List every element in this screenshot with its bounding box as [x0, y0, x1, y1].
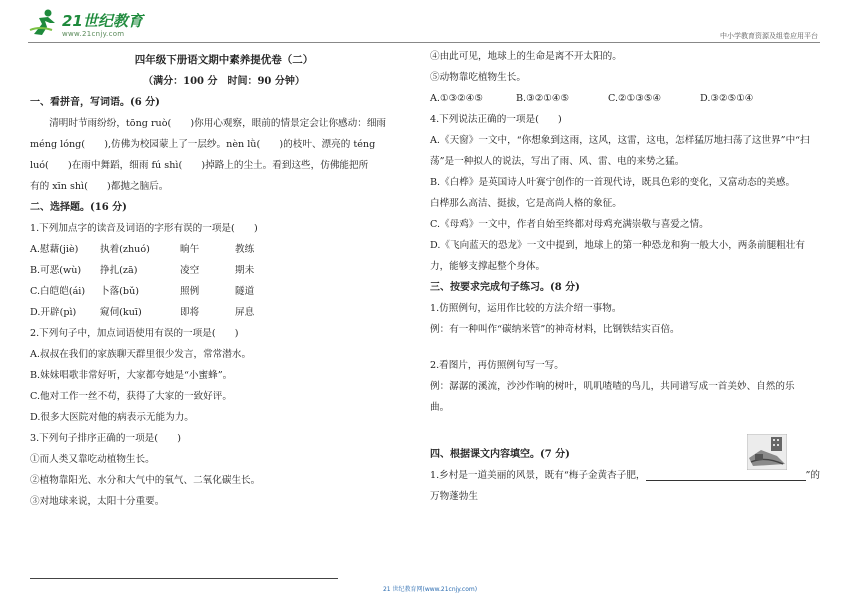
logo-url: www.21cnjy.com — [62, 30, 125, 38]
s3-example-2: 例：潺潺的溪流，沙沙作响的树叶，叽叽喳喳的鸟儿，共同谱写成一首美妙、自然的乐 — [430, 381, 795, 392]
s3-question-1: 1.仿照例句，运用作比较的方法介绍一事物。 — [430, 303, 622, 314]
runner-logo-icon — [28, 8, 62, 38]
section-4-title: 四、根据课文内容填空。(7 分) — [430, 449, 570, 460]
section-2-title: 二、选择题。(16 分) — [30, 202, 127, 213]
option-item: 屏息 — [235, 307, 255, 318]
s1-line: 有的 xīn shì( )都抛之脑后。 — [30, 181, 169, 192]
q4-option-line: D.《飞向蓝天的恐龙》一文中提到，地球上的第一种恐龙和狗一般大小，两条前腿粗壮有 — [430, 240, 805, 251]
option-item: D.开辟(pì) — [30, 307, 77, 318]
q3-item: ②植物靠阳光、水分和大气中的氧气、二氧化碳生长。 — [30, 475, 261, 486]
q3-item: ④由此可见，地球上的生命是离不开太阳的。 — [430, 51, 622, 62]
q1-option-d — [30, 302, 418, 323]
q3-item: ①而人类又靠吃动植物生长。 — [30, 454, 155, 465]
s3-question-2: 2.看图片，再仿照例句写一写。 — [430, 360, 564, 371]
option-item: B.③②①④⑤ — [516, 93, 570, 104]
option-item: 期未 — [235, 265, 255, 276]
option-item: 晌午 — [180, 244, 200, 255]
option-item: C.②①③⑤④ — [608, 93, 662, 104]
q3-item: ③对地球来说，太阳十分重要。 — [30, 496, 165, 507]
question-4: 4.下列说法正确的一项是( ) — [430, 114, 562, 125]
q4-option-line: A.《天窗》一文中，“你想象到这雨，这风，这雷，这电，怎样猛厉地扫荡了这世界”中“扫 — [430, 135, 810, 146]
s1-line: 清明时节雨纷纷，tōng ruò( )你用心观察，眼前的情景定会让你感动：细雨 — [49, 118, 387, 129]
q2-option: B.妹妹唱歌非常好听，大家都夸她是“小蜜蜂”。 — [30, 370, 233, 381]
exam-subtitle: （满分：100 分 时间：90 分钟） — [143, 76, 305, 87]
q4-option-line: 荡”是一种拟人的说法，写出了雨、风、雷、电的来势之猛。 — [430, 156, 685, 167]
q1-option-a — [30, 239, 418, 260]
option-item: B.可恶(wù) — [30, 265, 82, 276]
option-item: 卜落(bǔ) — [100, 286, 139, 297]
q1-option-b — [30, 260, 418, 281]
q2-option: A.叔叔在我们的家族聊天群里很少发言，常常潜水。 — [30, 349, 252, 360]
page-header — [0, 0, 860, 46]
option-item: D.③②⑤①④ — [700, 93, 754, 104]
nature-scene-picture — [747, 434, 787, 470]
left-column — [30, 46, 418, 512]
exam-title: 四年级下册语文期中素养提优卷（二） — [134, 54, 314, 66]
s1-line: luó( )在雨中舞蹈，细雨 fú shì( )掉路上的尘土。看到这些，仿佛能把所 — [30, 160, 369, 171]
option-item: 即将 — [180, 307, 200, 318]
s4-q1-text: 1.乡村是一道美丽的风景，既有“梅子金黄杏子肥， — [430, 470, 646, 481]
q2-option: C.他对工作一丝不苟，获得了大家的一致好评。 — [30, 391, 232, 402]
q3-item: ⑤动物靠吃植物生长。 — [430, 72, 526, 83]
option-item: C.白皑皑(ái) — [30, 286, 86, 297]
header-tagline: 中小学教育资源及组卷应用平台 — [720, 32, 818, 40]
option-item: 照例 — [180, 286, 200, 297]
logo-text: 21世纪教育 — [62, 12, 143, 30]
footer-divider — [30, 578, 338, 579]
page-footer[interactable]: 21 世纪教育网(www.21cnjy.com) — [382, 586, 478, 593]
s4-q1-text: ”的万物蓬勃生 — [430, 470, 821, 502]
question-1: 1.下列加点字的读音及词语的字形有误的一项是( ) — [30, 223, 258, 234]
section-1-title: 一、看拼音，写词语。(6 分) — [30, 97, 160, 108]
option-item: 挣扎(zā) — [100, 265, 138, 276]
q1-option-c — [30, 281, 418, 302]
s3-example-1: 例：有一种叫作“碳纳米管”的神奇材料，比钢铁结实百倍。 — [430, 324, 680, 335]
section-3-title: 三、按要求完成句子练习。(8 分) — [430, 282, 580, 293]
option-item: 窥伺(kuī) — [100, 307, 142, 318]
fill-blank[interactable] — [646, 470, 806, 481]
option-item: 隧道 — [235, 286, 255, 297]
s1-line: méng lóng( ),仿佛为校园蒙上了一层纱。nèn lǜ( )的枝叶、漂亮的 téng — [30, 139, 376, 150]
s4-question-1 — [430, 465, 822, 507]
q4-option-line: 白桦那么高洁、挺拔，它是高尚人格的象征。 — [430, 198, 622, 209]
option-item: 教练 — [235, 244, 255, 255]
q4-option-line: C.《母鸡》一文中，作者自始至终都对母鸡充满崇敬与喜爱之情。 — [430, 219, 709, 230]
site-logo[interactable] — [28, 8, 143, 42]
option-item: A.慰藉(jiè) — [30, 244, 79, 255]
q3-options — [430, 88, 822, 109]
question-2: 2.下列句子中，加点词语使用有误的一项是( ) — [30, 328, 239, 339]
option-item: A.①③②④⑤ — [430, 93, 483, 104]
q4-option-line: B.《白桦》是英国诗人叶赛宁创作的一首现代诗，既具色彩的变化，又富动态的美感。 — [430, 177, 796, 188]
option-item: 执着(zhuó) — [100, 244, 150, 255]
question-3: 3.下列句子排序正确的一项是( ) — [30, 433, 181, 444]
q2-option: D.很多大医院对他的病表示无能为力。 — [30, 412, 194, 423]
option-item: 凌空 — [180, 265, 200, 276]
s3-example-2-cont: 曲。 — [430, 402, 450, 413]
q4-option-line: 力，能够支撑起整个身体。 — [430, 261, 546, 272]
header-divider — [28, 42, 820, 43]
